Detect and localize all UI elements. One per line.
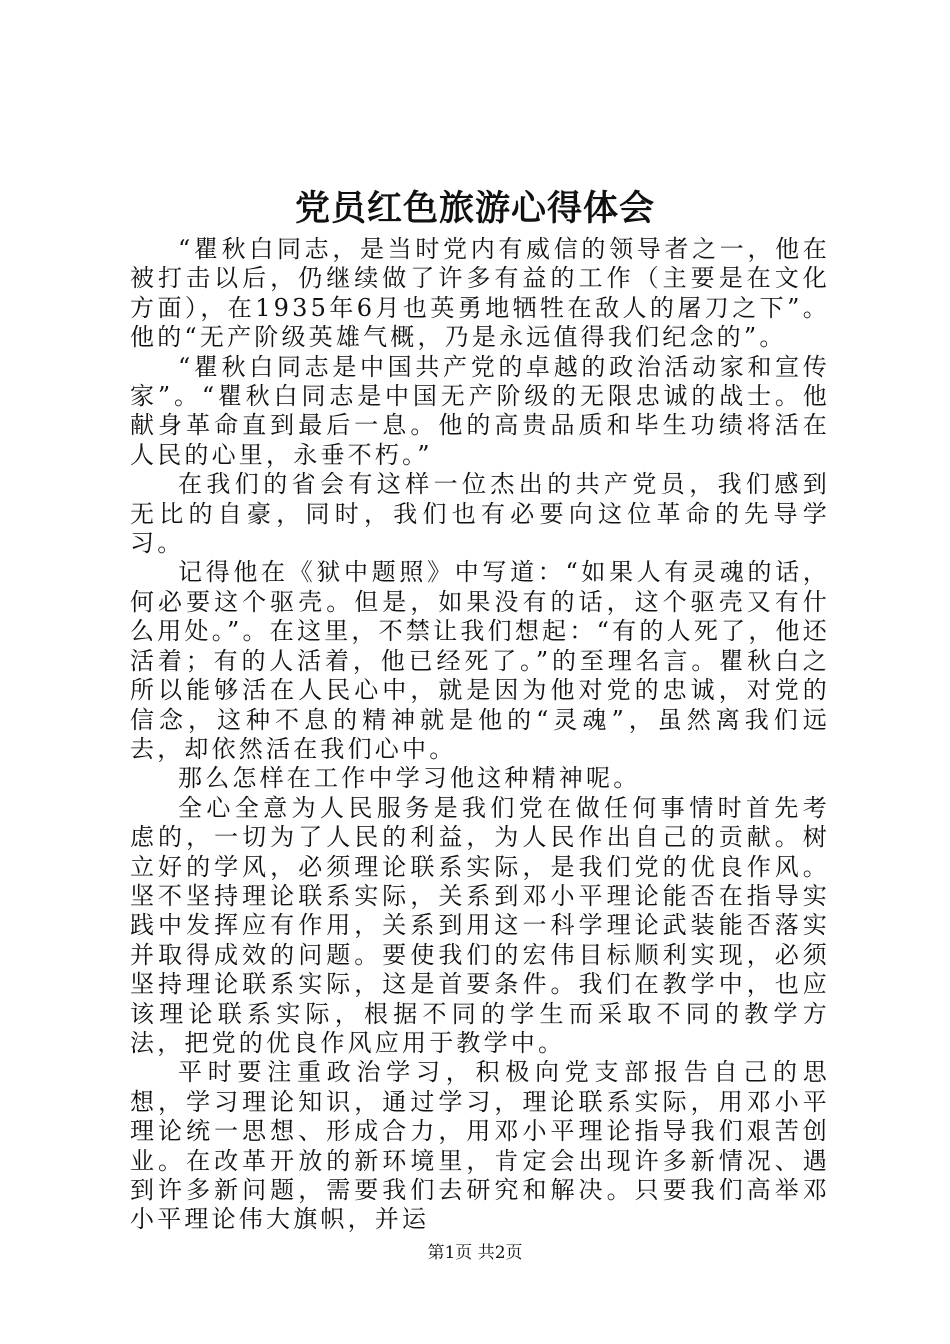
document-title: 党员红色旅游心得体会 — [294, 188, 655, 229]
paragraph-1: “瞿秋白同志，是当时党内有威信的领导者之一，他在被打击以后，仍继续做了许多有益的工作（主要是在文化方面），在1935年6月也英勇地牺牲在敌人的屠刀之下”。他的“无产阶级英雄气概，乃是永远值得我们纪念的”。 — [130, 235, 830, 352]
page-number-footer: 第1页 共2页 — [427, 1243, 523, 1263]
document-body — [130, 235, 830, 1235]
paragraph-3: 在我们的省会有这样一位杰出的共产党员，我们感到无比的自豪，同时，我们也有必要向这位革命的先导学习。 — [130, 470, 830, 558]
paragraph-2: “瞿秋白同志是中国共产党的卓越的政治活动家和宣传家”。“瞿秋白同志是中国无产阶级的无限忠诚的战士。他献身革命直到最后一息。他的高贵品质和毕生功绩将活在人民的心里，永垂不朽。” — [130, 352, 830, 469]
paragraph-6: 全心全意为人民服务是我们党在做任何事情时首先考虑的，一切为了人民的利益，为人民作出自己的贡献。树立好的学风，必须理论联系实际，是我们党的优良作风。坚不坚持理论联系实际，关系到邓小平理论能否在指导实践中发挥应有作用，关系到用这一科学理论武装能否落实并取得成效的问题。要使我们的宏伟目标顺利实现，必须坚持理论联系实际，这是首要条件。我们在教学中，也应该理论联系实际，根据不同的学生而采取不同的教学方法，把党的优良作风应用于教学中。 — [130, 793, 830, 1057]
paragraph-5: 那么怎样在工作中学习他这种精神呢。 — [178, 764, 641, 793]
paragraph-4: 记得他在《狱中题照》中写道：“如果人有灵魂的话，何必要这个驱壳。但是，如果没有的话，这个驱壳又有什么用处。”。在这里，不禁让我们想起：“有的人死了，他还活着；有的人活着，他已经死了。”的至理名言。瞿秋白之所以能够活在人民心中，就是因为他对党的忠诚，对党的信念，这种不息的精神就是他的“灵魂”，虽然离我们远去，却依然活在我们心中。 — [130, 558, 830, 763]
paragraph-7: 平时要注重政治学习，积极向党支部报告自己的思想，学习理论知识，通过学习，理论联系实际，用邓小平理论统一思想、形成合力，用邓小平理论指导我们艰苦创业。在改革开放的新环境里，肯定会出现许多新情况、遇到许多新问题，需要我们去研究和解决。只要我们高举邓小平理论伟大旗帜，并运 — [130, 1058, 830, 1234]
